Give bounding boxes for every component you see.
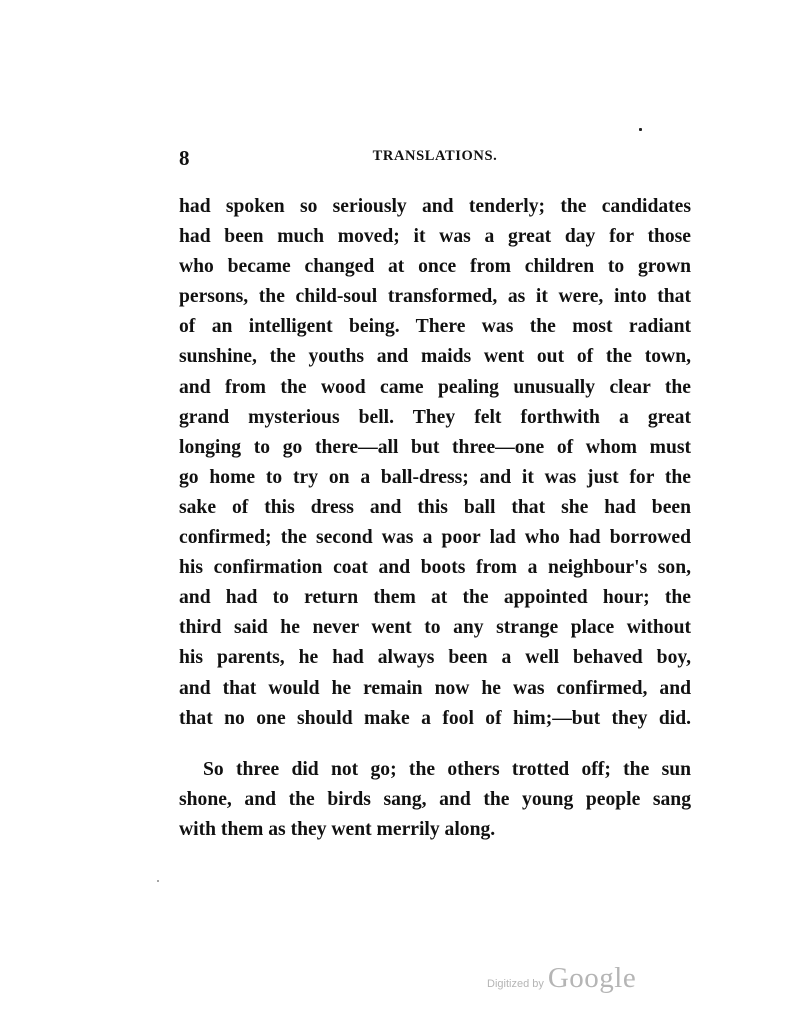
text-line: of an intelligent being. There was the most radiant — [179, 316, 691, 338]
paragraph-1 — [179, 192, 691, 734]
text-line: grand mysterious bell. They felt forthwith a great — [179, 406, 691, 428]
page-number: 8 — [179, 146, 190, 170]
body-text — [179, 192, 691, 845]
text-line: his confirmation coat and boots from a neighbour's son, — [179, 557, 691, 579]
text-line: So three did not go; the others trotted off; the sun — [203, 758, 691, 780]
running-title: TRANSLATIONS. — [372, 148, 498, 164]
text-line: shone, and the birds sang, and the young people sang — [179, 788, 691, 810]
text-line: and had to return them at the appointed hour; the — [179, 587, 691, 609]
text-line: his parents, he had always been a well behaved boy, — [179, 647, 691, 669]
digitized-by-google-watermark — [487, 962, 636, 1002]
scan-speck — [639, 128, 642, 131]
text-line: confirmed; the second was a poor lad who had borrowed — [179, 527, 691, 549]
text-line: had been much moved; it was a great day for those — [179, 226, 691, 248]
text-line: go home to try on a ball-dress; and it was just for the — [179, 466, 691, 488]
text-line: and from the wood came pealing unusually clear the — [179, 376, 691, 398]
text-line: persons, the child-soul transformed, as it were, into that — [179, 286, 691, 308]
google-logo-text: Google — [547, 962, 637, 994]
text-line: that no one should make a fool of him;—but they did. — [179, 707, 691, 729]
text-line: with them as they went merrily along. — [179, 818, 496, 840]
scan-speck — [157, 880, 159, 882]
digitized-label: Digitized by — [487, 978, 544, 990]
running-head — [179, 146, 691, 170]
paragraph-2 — [179, 755, 691, 845]
text-line: sunshine, the youths and maids went out of the town, — [179, 346, 691, 368]
text-line: third said he never went to any strange place without — [179, 617, 691, 639]
text-line: had spoken so seriously and tenderly; the candidates — [179, 196, 691, 217]
paragraph-gap — [179, 734, 691, 755]
text-line: longing to go there—all but three—one of whom must — [179, 436, 691, 458]
text-line: sake of this dress and this ball that she had been — [179, 496, 691, 518]
text-line: who became changed at once from children to grown — [179, 256, 691, 278]
text-line: and that would he remain now he was confirmed, and — [179, 677, 691, 699]
